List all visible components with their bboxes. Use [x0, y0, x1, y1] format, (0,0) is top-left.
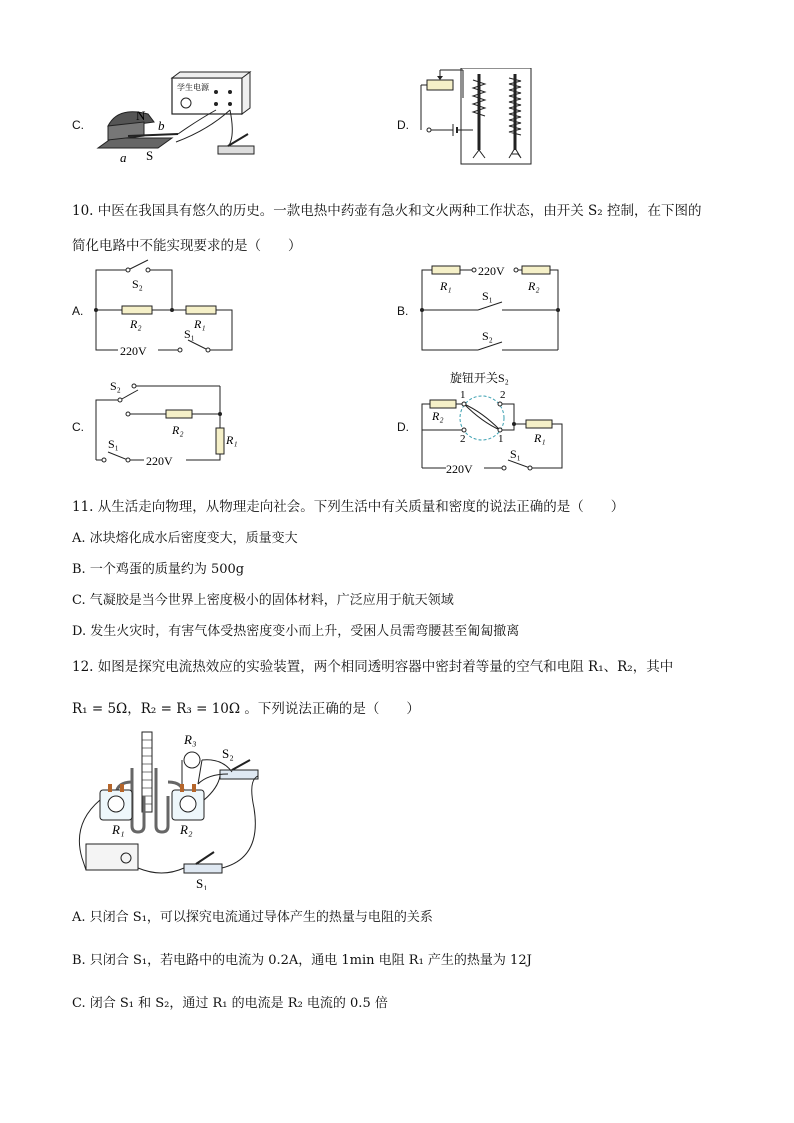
q10-circuit-d — [418, 368, 570, 476]
d-s1-label: S₁ — [510, 447, 521, 461]
q12-r3-label: R₃ — [184, 732, 197, 747]
b-r2-label: R₂ — [528, 279, 540, 293]
c-s1-label: S₁ — [108, 437, 119, 451]
magnet-n-label: N — [136, 108, 146, 123]
q10-option-a-label: A. — [72, 304, 84, 318]
q10-circuit-a — [92, 258, 242, 358]
q12-stem-line2: R₁ = 5Ω，R₂ = R₃ = 10Ω 。下列说法正确的是（ ） — [72, 701, 420, 717]
c-s2-label: S₂ — [110, 379, 121, 393]
q12-s2-label: S₂ — [222, 746, 234, 761]
power-supply-label: 学生电源 — [177, 83, 209, 92]
q10-option-b-label: B. — [397, 304, 409, 318]
d-contact-1-bottom: 1 — [498, 433, 504, 445]
q11-option-c: C. 气凝胶是当今世界上密度极小的固体材料，广泛应用于航天领域 — [72, 593, 454, 608]
d-r1-label: R₁ — [534, 431, 546, 445]
a-s2-label: S₂ — [132, 277, 143, 291]
c-r1-label: R₁ — [226, 433, 238, 447]
b-voltage-label: 220V — [478, 264, 505, 278]
b-s2-label: S₂ — [482, 329, 493, 343]
a-voltage-label: 220V — [120, 344, 147, 358]
d-knob-switch-label: 旋钮开关S₂ — [450, 371, 509, 385]
a-r1-label: R₁ — [194, 317, 206, 331]
a-r2-label: R₂ — [130, 317, 142, 331]
q12-s1-label: S₁ — [196, 876, 208, 890]
d-voltage-label: 220V — [446, 462, 473, 476]
q10-option-d-label: D. — [397, 420, 409, 434]
q12-stem-line1: 12. 如图是探究电流热效应的实验装置，两个相同透明容器中密封着等量的空气和电阻 R₁、R₂，其中 — [72, 659, 674, 675]
q11-option-d: D. 发生火灾时，有害气体受热密度变小而上升，受困人员需弯腰甚至匍匐撤离 — [72, 624, 520, 639]
q12-r2-label: R₂ — [180, 822, 193, 837]
d-contact-2-bottom: 2 — [460, 433, 466, 445]
q11-option-b: B. 一个鸡蛋的质量约为 500g — [72, 562, 245, 577]
q10-circuit-b — [418, 262, 568, 356]
q10-option-c-label: C. — [72, 420, 84, 434]
b-r1-label: R₁ — [440, 279, 452, 293]
q12-option-c: C. 闭合 S₁ 和 S₂，通过 R₁ 的电流是 R₂ 电流的 0.5 倍 — [72, 996, 388, 1011]
c-r2-label: R₂ — [172, 423, 184, 437]
d-contact-1-top: 1 — [460, 389, 466, 401]
c-voltage-label: 220V — [146, 454, 173, 468]
q12-apparatus-figure — [72, 728, 272, 890]
q12-option-a: A. 只闭合 S₁，可以探究电流通过导体产生的热量与电阻的关系 — [72, 910, 433, 925]
q9-option-d-label: D. — [397, 118, 409, 132]
q9-option-c-label: C. — [72, 118, 84, 132]
q9-figure-d — [415, 68, 545, 168]
q10-circuit-c — [92, 378, 242, 470]
magnet-s-label: S — [146, 148, 154, 163]
rod-a-label: a — [120, 150, 127, 165]
d-r2-label: R₂ — [432, 409, 444, 423]
q11-option-a: A. 冰块熔化成水后密度变大，质量变大 — [72, 531, 298, 546]
rod-b-label: b — [158, 118, 165, 133]
q12-option-b: B. 只闭合 S₁，若电路中的电流为 0.2A，通电 1min 电阻 R₁ 产生的热量为 12J — [72, 953, 532, 968]
q11-stem: 11. 从生活走向物理，从物理走向社会。下列生活中有关质量和密度的说法正确的是（ ） — [72, 499, 625, 515]
d-contact-2-top: 2 — [500, 389, 506, 401]
a-s1-label: S₁ — [184, 327, 195, 341]
q10-stem-line1: 10. 中医在我国具有悠久的历史。一款电热中药壶有急火和文火两种工作状态，由开关 S₂ 控制，在下图的 — [72, 203, 702, 219]
b-s1-label: S₁ — [482, 289, 493, 303]
q9-figure-c — [88, 70, 268, 170]
q12-r1-label: R₁ — [112, 822, 125, 837]
q10-stem-line2: 简化电路中不能实现要求的是（ ） — [72, 238, 302, 254]
